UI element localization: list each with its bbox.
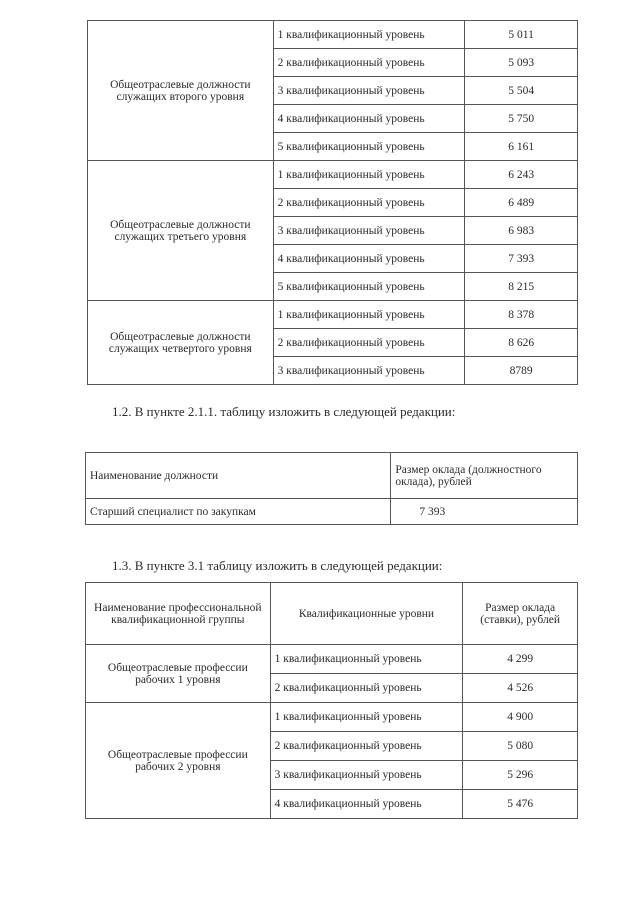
header-salary-cell: Размер оклада (должностного оклада), рублей [391, 453, 578, 499]
group-name-cell: Общеотраслевые должности служащих третьего уровня [88, 161, 274, 301]
table-row [86, 645, 578, 674]
salary-cell: 4 299 [463, 645, 578, 674]
header-levels-cell: Квалификационные уровни [270, 583, 463, 645]
header-salary-cell: Размер оклада (ставки), рублей [463, 583, 578, 645]
level-cell: 3 квалификационный уровень [273, 217, 465, 245]
salary-cell: 5 504 [465, 77, 578, 105]
paragraph-1-3: 1.3. В пункте 3.1 таблицу изложить в следующей редакции: [112, 558, 443, 573]
salary-cell: 5 011 [465, 21, 578, 49]
group-name-cell: Общеотраслевые профессии рабочих 2 уровня [86, 703, 271, 819]
table-row [86, 703, 578, 732]
level-cell: 1 квалификационный уровень [273, 21, 465, 49]
group-name-cell: Общеотраслевые должности служащих четвертого уровня [88, 301, 274, 385]
level-cell: 1 квалификационный уровень [273, 161, 465, 189]
salary-cell: 8 626 [465, 329, 578, 357]
level-cell: 1 квалификационный уровень [273, 301, 465, 329]
level-cell: 2 квалификационный уровень [273, 329, 465, 357]
level-cell: 3 квалификационный уровень [270, 761, 463, 790]
level-cell: 4 квалификационный уровень [270, 790, 463, 819]
salary-cell: 5 476 [463, 790, 578, 819]
salary-cell: 8 215 [465, 273, 578, 301]
salary-cell: 4 526 [463, 674, 578, 703]
table-header-row [86, 453, 578, 499]
salary-cell: 7 393 [391, 499, 578, 525]
salary-table-employees [87, 20, 578, 385]
level-cell: 1 квалификационный уровень [270, 703, 463, 732]
level-cell: 2 квалификационный уровень [273, 49, 465, 77]
level-cell: 4 квалификационный уровень [273, 105, 465, 133]
salary-cell: 5 093 [465, 49, 578, 77]
salary-cell: 7 393 [465, 245, 578, 273]
salary-cell: 6 243 [465, 161, 578, 189]
salary-cell: 6 489 [465, 189, 578, 217]
table-row [88, 301, 578, 329]
salary-cell: 4 900 [463, 703, 578, 732]
salary-cell: 6 983 [465, 217, 578, 245]
level-cell: 4 квалификационный уровень [273, 245, 465, 273]
salary-cell: 8789 [465, 357, 578, 385]
salary-cell: 5 750 [465, 105, 578, 133]
salary-table-position [85, 452, 578, 525]
salary-cell: 5 296 [463, 761, 578, 790]
table-row [88, 161, 578, 189]
table-row [86, 499, 578, 525]
table-header-row [86, 583, 578, 645]
level-cell: 1 квалификационный уровень [270, 645, 463, 674]
position-cell: Старший специалист по закупкам [86, 499, 391, 525]
level-cell: 2 квалификационный уровень [273, 189, 465, 217]
salary-cell: 6 161 [465, 133, 578, 161]
table-row [88, 21, 578, 49]
paragraph-1-2: 1.2. В пункте 2.1.1. таблицу изложить в следующей редакции: [112, 404, 456, 419]
level-cell: 5 квалификационный уровень [273, 273, 465, 301]
level-cell: 3 квалификационный уровень [273, 357, 465, 385]
level-cell: 3 квалификационный уровень [273, 77, 465, 105]
salary-cell: 5 080 [463, 732, 578, 761]
level-cell: 2 квалификационный уровень [270, 674, 463, 703]
group-name-cell: Общеотраслевые профессии рабочих 1 уровня [86, 645, 271, 703]
salary-table-workers [85, 582, 578, 819]
level-cell: 2 квалификационный уровень [270, 732, 463, 761]
salary-cell: 8 378 [465, 301, 578, 329]
header-group-cell: Наименование профессиональной квалификационной группы [86, 583, 271, 645]
header-position-cell: Наименование должности [86, 453, 391, 499]
group-name-cell: Общеотраслевые должности служащих второго уровня [88, 21, 274, 161]
level-cell: 5 квалификационный уровень [273, 133, 465, 161]
